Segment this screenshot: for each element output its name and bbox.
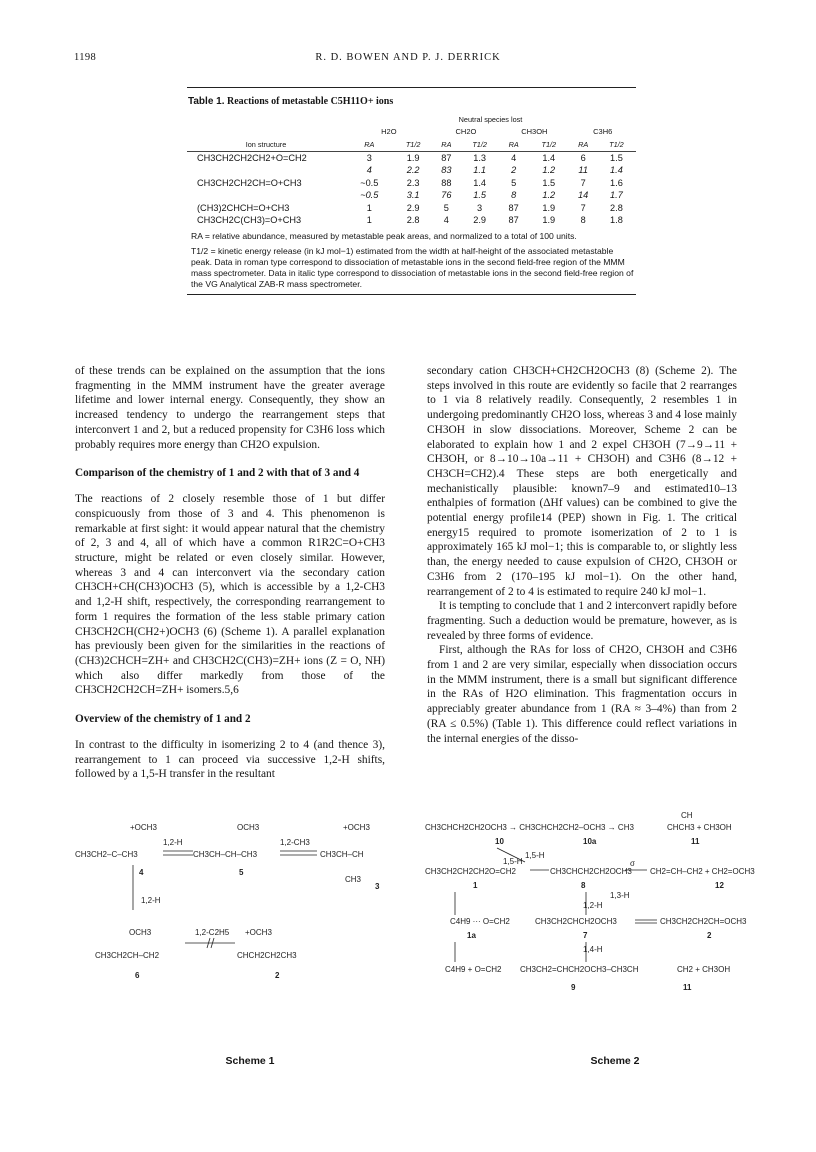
s1-label: 5 xyxy=(239,868,244,877)
s2-label: 10a xyxy=(583,837,597,846)
value-cell: 1.2 xyxy=(542,190,556,201)
paragraph: The reactions of 2 closely resemble those of 1 but differ conspicuously from those of 3 and 4. This phenomenon is remarkable at first sight: it would appear natural that the chemistry of 2, 3 and 4, all of which have a common R1R2C=O+CH3 structure, might be related or even closely similar. However, whereas 3 and 4 can interconvert via the secondary cation CH3CH+CH(CH3)OCH3 (5), which is accessible by a 1,2-CH3 and 1,2-H shift, respectively, the corresponding rearrangement to form 1 requires the formation of the less stable primary cation CH3CH2CH(CH2+)OCH3 (6) (Scheme 1). A parallel explanation has previously been given for the similarities in the reactions of (CH3)2CHCH=ZH+ and CH3CH2C(CH3)=ZH+ ions (Z = O, NH) which also differ markedly from those of the CH3CH2CH2CH=ZH+ isomers.5,6 xyxy=(75,493,385,697)
s2-label: 1,2-H xyxy=(583,901,603,910)
section-heading: Overview of the chemistry of 1 and 2 xyxy=(75,713,251,726)
value-cell: 83 xyxy=(441,165,452,176)
s2-label: 8 xyxy=(581,881,586,890)
s2-label: 1,3-H xyxy=(610,891,630,900)
table-bottom-rule xyxy=(187,294,636,295)
value-cell: 11 xyxy=(578,165,588,176)
s1-label: CH3CH2CH–CH2 xyxy=(95,951,160,960)
table-row xyxy=(187,214,636,227)
s2-label: 1a xyxy=(467,931,476,940)
table-1 xyxy=(187,87,636,295)
value-cell: 1.3 xyxy=(473,152,486,163)
scheme-2-title: Scheme 2 xyxy=(590,1055,640,1067)
section-heading: Comparison of the chemistry of 1 and 2 with that of 3 and 4 xyxy=(75,467,360,480)
value-cell: 7 xyxy=(580,202,586,213)
value-cell: 3 xyxy=(366,152,372,163)
value-cell: 1.9 xyxy=(542,215,556,226)
s2-label: CHCH3 + CH3OH xyxy=(667,823,732,832)
value-cell: 1.1 xyxy=(473,165,486,176)
value-cell: 88 xyxy=(441,177,452,188)
s2-label: 1 xyxy=(473,881,478,890)
ion-structure-cell: CH3CH2CH2CH=O+CH3 xyxy=(197,177,302,188)
ion-structure-header: Ion structure xyxy=(187,138,345,151)
s2-label: CH3CH2CHCH2OCH3 xyxy=(535,917,617,926)
s1-label: 4 xyxy=(139,868,144,877)
value-cell: ~0.5 xyxy=(360,190,379,201)
s1-label: 3 xyxy=(375,882,380,891)
value-cell: 1.5 xyxy=(473,190,486,201)
species-header: CH3OH xyxy=(521,127,548,137)
s1-label: 6 xyxy=(135,971,140,980)
paragraph: secondary cation CH3CH+CH2CH2OCH3 (8) (Scheme 2). The steps involved in this route are evidently so facile that 2 rearranges to 1 via 8 relatively readily. Consequently, 2 resembles 1 in undergoing predominantly CH2O loss, whereas 3 and 4 lose mainly CH3OH in slow dissociations. Moreover, Scheme 2 can be elaborated to explain how 1 and 2 expel CH3OH (7→9→11 + CH3OH, or 8→10→10a→11 + CH3OH) and C3H6 (8→12 + CH3CH=CH2).4 These steps are both energetically and mechanistically plausible: known7–9 and estimated10–13 enthalpies of formation (ΔHf values) can be combined to give the potential energy profile14 (PEP) shown in Fig. 1. The critical energy15 required to promote isomerization of 2 to 1 is approximately 165 kJ mol−1; this is comparable to, or slightly less than, the energy needed to cause expulsion of CH2O, CH3OH or C3H6 from 2 (170–195 kJ mol−1). On the other hand, rearrangement of 2 to 4 is estimated to require 240 kJ mol−1. xyxy=(427,365,737,598)
value-cell: 7 xyxy=(580,177,586,188)
s2-label: 10 xyxy=(495,837,504,846)
right-column xyxy=(427,364,737,746)
value-cell: 5 xyxy=(511,177,517,188)
s2-label: 12 xyxy=(715,881,724,890)
value-cell: 3.1 xyxy=(406,190,420,201)
value-cell: 1.5 xyxy=(542,177,556,188)
s1-label: +OCH3 xyxy=(245,928,272,937)
s1-label: CH3CH2–C–CH3 xyxy=(75,850,138,859)
paragraph: of these trends can be explained on the assumption that the ions fragmenting in the MMM instrument have the greater average lifetime and lower internal energy. Consequently, they show an increased tendency to undergo the rearrangement steps that interconvert 1 and 2, but a reduced propensity for C3H6 loss which probably requires more energy than CH2O expulsion. xyxy=(75,365,385,451)
t-half-header: T1/2 xyxy=(528,138,569,151)
s2-label: CH3CH2CH2CH2O=CH2 xyxy=(425,867,516,876)
ra-header: RA xyxy=(345,138,394,151)
value-cell: 2.8 xyxy=(610,202,623,213)
t-half-header: T1/2 xyxy=(394,138,433,151)
s2-label: 11 xyxy=(683,983,692,992)
ra-header: RA xyxy=(433,138,460,151)
ra-header: RA xyxy=(499,138,528,151)
value-cell: 87 xyxy=(508,215,519,226)
s2-label: C4H9 ··· O=CH2 xyxy=(450,917,510,926)
s1-label: 1,2-H xyxy=(141,896,161,905)
value-cell: 2.9 xyxy=(473,215,486,226)
s2-label: 1,5-H xyxy=(525,851,545,860)
table-row xyxy=(187,189,636,202)
s1-label: OCH3 xyxy=(129,928,152,937)
species-header: H2O xyxy=(381,127,397,137)
table-body xyxy=(187,151,636,227)
s1-label: OCH3 xyxy=(237,823,260,832)
value-cell: 87 xyxy=(508,202,519,213)
s2-label: CH3CH2CH2CH=OCH3 xyxy=(660,917,747,926)
value-cell: 8 xyxy=(511,190,517,201)
paragraph: It is tempting to conclude that 1 and 2 interconvert rapidly before fragmenting. Such a deduction would be premature, however, as is revealed by three forms of evidence. xyxy=(427,600,737,642)
value-cell: 1.8 xyxy=(610,215,623,226)
value-cell: ~0.5 xyxy=(360,177,379,188)
value-cell: 14 xyxy=(578,190,589,201)
value-cell: 4 xyxy=(366,165,372,176)
scheme-1-title: Scheme 1 xyxy=(225,1055,275,1067)
species-header: C3H6 xyxy=(593,127,613,137)
ra-header: RA xyxy=(569,138,596,151)
value-cell: 4 xyxy=(511,152,517,163)
s2-label: CH2=CH–CH2 + CH2=OCH3 xyxy=(650,867,755,876)
value-cell: 2 xyxy=(511,165,517,176)
s1-label: CHCH2CH2CH3 xyxy=(237,951,297,960)
paragraph: In contrast to the difficulty in isomerizing 2 to 4 (and thence 3), rearrangement to 1 can proceed via successive 1,2-H shifts, followed by a 1,5-H transfer in the resultant xyxy=(75,739,385,781)
s1-label: CH3CH–CH xyxy=(320,850,364,859)
s1-label: CH3 xyxy=(345,875,362,884)
footnote-a: RA = relative abundance, measured by metastable peak areas, and normalized to a total of 100 units. xyxy=(191,230,577,241)
value-cell: 2.9 xyxy=(406,202,420,213)
value-cell: 2.8 xyxy=(406,215,420,226)
left-column xyxy=(75,364,385,782)
s1-label: +OCH3 xyxy=(343,823,370,832)
value-cell: 1.2 xyxy=(542,165,556,176)
ion-structure-cell xyxy=(187,189,345,202)
table-row xyxy=(187,177,636,190)
value-cell: 1.5 xyxy=(610,152,623,163)
s1-label: 1,2-CH3 xyxy=(280,838,310,847)
table-label: Table 1. xyxy=(188,96,225,107)
group-header: Neutral species lost xyxy=(458,114,523,124)
t-half-header: T1/2 xyxy=(460,138,499,151)
s1-label: +OCH3 xyxy=(130,823,157,832)
scheme-2-diagram xyxy=(425,812,755,1057)
s2-label: 11 xyxy=(691,837,700,846)
s2-label: 1,4-H xyxy=(583,945,603,954)
value-cell: 8 xyxy=(580,215,586,226)
value-cell: 87 xyxy=(441,152,452,163)
value-cell: 1.6 xyxy=(610,177,623,188)
s2-label: CH2 + CH3OH xyxy=(677,965,731,974)
value-cell: 1.4 xyxy=(473,177,486,188)
table-top-rule xyxy=(187,87,636,88)
s2-label: C4H9 + O=CH2 xyxy=(445,965,502,974)
value-cell: 2.2 xyxy=(406,165,420,176)
s2-label: 1,5-H xyxy=(503,857,523,866)
table-row xyxy=(187,151,636,164)
data-table xyxy=(187,113,636,227)
species-header: CH2O xyxy=(455,127,477,137)
s2-label: σ xyxy=(630,859,635,868)
page-number: 1198 xyxy=(74,52,97,63)
value-cell: 2.3 xyxy=(406,177,420,188)
value-cell: 1.4 xyxy=(610,165,623,176)
s2-label: 2 xyxy=(707,931,712,940)
value-cell: 5 xyxy=(443,202,449,213)
table-row xyxy=(187,202,636,215)
value-cell: 6 xyxy=(580,152,586,163)
table-row xyxy=(187,164,636,177)
s1-label: 1,2-H xyxy=(163,838,183,847)
value-cell: 1 xyxy=(366,202,372,213)
value-cell: 76 xyxy=(441,190,452,201)
s2-label: CH3CHCH2CH2OCH3 xyxy=(550,867,632,876)
table-caption xyxy=(188,96,636,107)
table-title: Reactions of metastable C5H11O+ ions xyxy=(227,96,394,107)
s1-label: 1,2-C2H5 xyxy=(195,928,230,937)
footnote-b: T1/2 = kinetic energy release (in kJ mol−1) estimated from the width at half-height of the associated metastable peak. Data in roman type correspond to dissociation of metastable ions in the second field-free region of the MMM mass spectrometer. Data in italic type correspond to dissociation of metastable ions in the second field-free region of the VG Analytical ZAB-R mass spectrometer. xyxy=(191,245,634,289)
s2-label: 7 xyxy=(583,931,588,940)
t-half-header: T1/2 xyxy=(597,138,636,151)
value-cell: 1.4 xyxy=(542,152,556,163)
ion-structure-cell: CH3CH2C(CH3)=O+CH3 xyxy=(197,215,302,226)
s2-label: CH3CH2=CHCH2OCH3–CH3CH xyxy=(520,965,639,974)
s1-label: CH3CH–CH–CH3 xyxy=(193,850,258,859)
s1-label: 2 xyxy=(275,971,280,980)
value-cell: 1 xyxy=(366,215,372,226)
value-cell: 1.7 xyxy=(610,190,623,201)
s2-label: 9 xyxy=(571,983,576,992)
ion-structure-cell xyxy=(187,164,345,177)
value-cell: 4 xyxy=(443,215,449,226)
ion-structure-cell: CH3CH2CH2CH2+O=CH2 xyxy=(197,152,307,163)
scheme-1-diagram xyxy=(75,815,395,1055)
s2-label: CH3CHCH2CH2OCH3 → CH3CHCH2CH2–OCH3 → CH3 xyxy=(425,823,634,832)
ion-structure-cell: (CH3)2CHCH=O+CH3 xyxy=(197,202,290,213)
value-cell: 1.9 xyxy=(542,202,556,213)
s2-label: CH xyxy=(681,812,693,820)
paragraph: First, although the RAs for loss of CH2O, CH3OH and C3H6 from 1 and 2 are very similar, especially when dissociation occurs in the MMM instrument, there is a small but significant difference in the RAs of H2O elimination. This fragmentation occurs in appreciably greater abundance from 1 (RA ≈ 3–4%) than from 2 (RA ≤ 0.5%) (Table 1). This difference could reflect variations in the internal energies of the disso- xyxy=(427,644,737,745)
value-cell: 1.9 xyxy=(406,152,420,163)
running-head: R. D. BOWEN AND P. J. DERRICK xyxy=(315,52,501,63)
value-cell: 3 xyxy=(477,202,483,213)
